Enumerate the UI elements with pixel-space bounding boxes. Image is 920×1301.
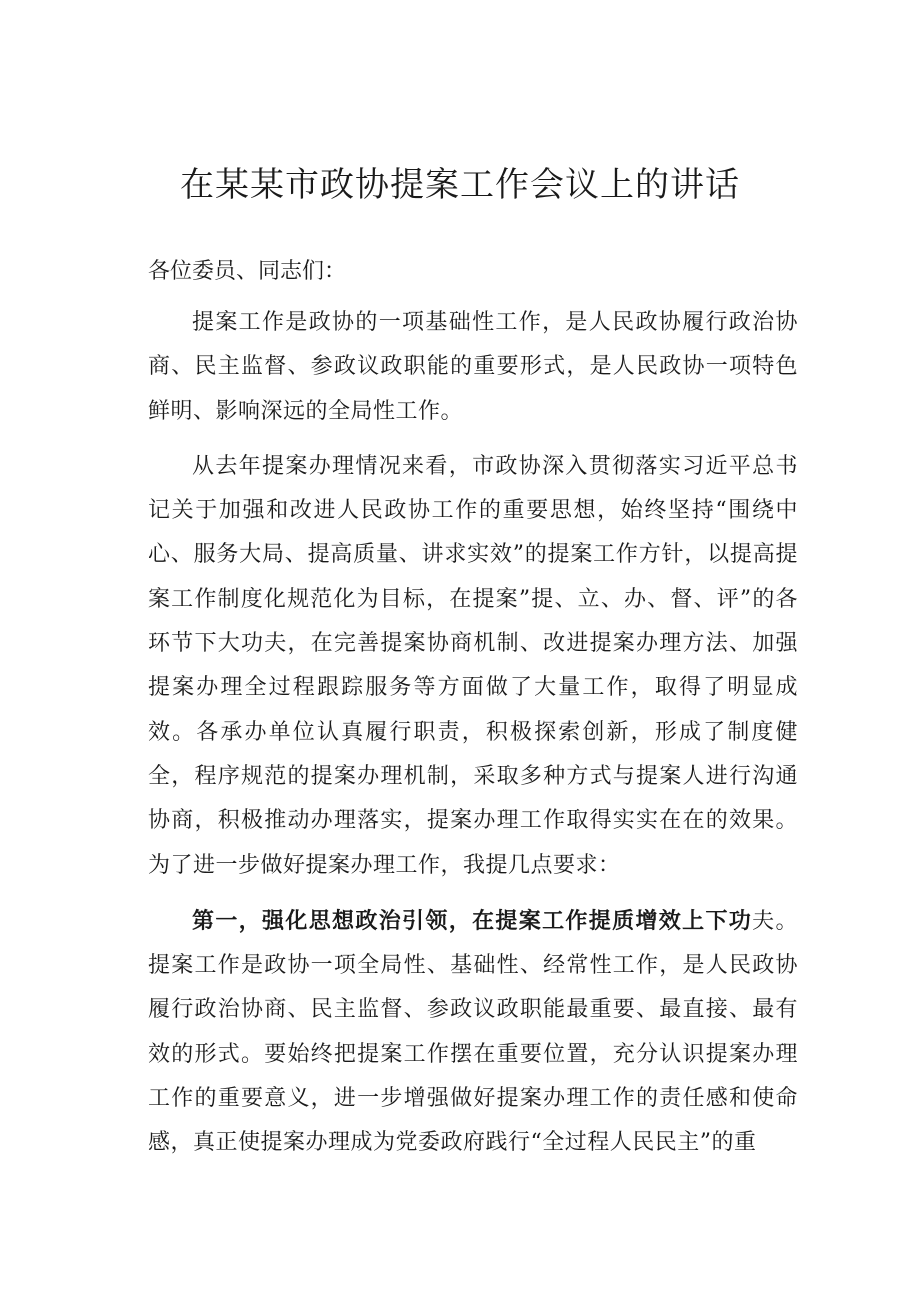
paragraph-3-bold-lead: 第一，强化思想政治引领，在提案工作提质增效上下功: [192, 907, 753, 934]
paragraph-3-text: 夫。提案工作是政协一项全局性、基础性、经常性工作，是人民政协履行政治协商、民主监督、参政议政职能最重要、最直接、最有效的形式。要始终把提案工作摆在重要位置，充分认识提案办理工作的重要意义，进一步增强做好提案办理工作的责任感和使命感，真正使提案办理成为党委政府践行“全过程人民民主”的重: [148, 908, 798, 1156]
document-title: 在某某市政协提案工作会议上的讲话: [180, 165, 740, 205]
paragraph-1: 提案工作是政协的一项基础性工作，是人民政协履行政治协商、民主监督、参政议政职能的重要形式，是人民政协一项特色鲜明、影响深远的全局性工作。: [148, 310, 798, 424]
document-body: [148, 250, 798, 1166]
salutation: 各位委员、同志们：: [148, 259, 347, 284]
paragraph-2: 从去年提案办理情况来看，市政协深入贯彻落实习近平总书记关于加强和改进人民政协工作的重要思想，始终坚持“围绕中心、服务大局、提高质量、讲求实效”的提案工作方针，以提高提案工作制度化规范化为目标，在提案”提、立、办、督、评”的各环节下大功夫，在完善提案协商机制、改进提案办理方法、加强提案办理全过程跟踪服务等方面做了大量工作，取得了明显成效。各承办单位认真履行职责，积极探索创新，形成了制度健全，程序规范的提案办理机制，采取多种方式与提案人进行沟通协商，积极推动办理落实，提案办理工作取得实实在在的效果。为了进一步做好提案办理工作，我提几点要求：: [148, 453, 798, 878]
paragraph-3: [148, 899, 798, 1166]
